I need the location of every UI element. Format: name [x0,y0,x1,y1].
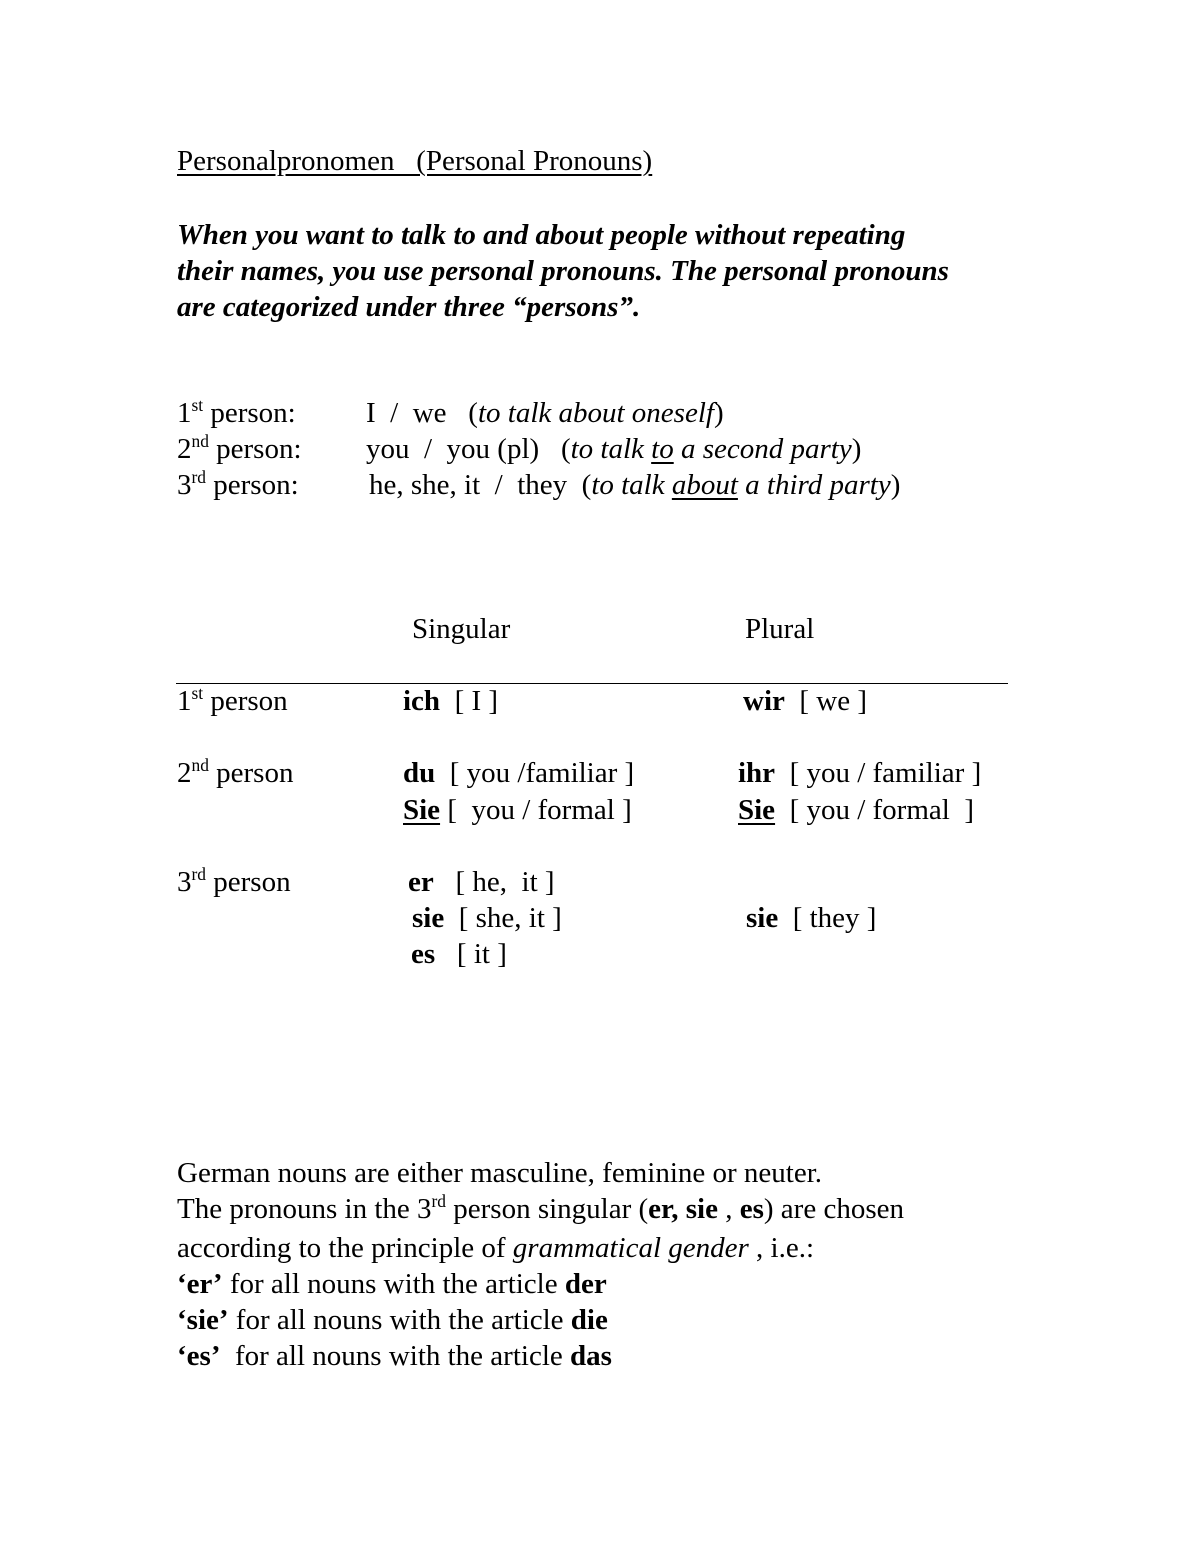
row-label: 3rd person [177,864,291,898]
row-label: 1st person [177,683,288,717]
pronoun-entry: es [ it ] [411,938,507,970]
person-description: he, she, it / they (to talk about a third party) [369,469,901,501]
pronoun-entry: ich [ I ] [403,685,499,717]
gender-explanation [177,1155,1077,1374]
gender-line: according to the principle of grammatical gender , i.e.: [177,1232,815,1264]
gender-line: The pronouns in the 3rd person singular (er, sie , es) are chosen [177,1191,904,1225]
pronoun-entry: Sie [ you / formal ] [738,794,974,826]
intro-line: their names, you use personal pronouns. The personal pronouns [177,255,949,287]
pronoun-entry: du [ you /familiar ] [403,757,635,789]
person-label: 1st person: [177,395,296,429]
pronoun-entry: ihr [ you / familiar ] [738,757,982,789]
intro-paragraph [177,217,1037,325]
page-title: Personalpronomen (Personal Pronouns) [177,145,653,177]
row-label: 2nd person [177,755,294,789]
pronoun-entry: sie [ they ] [746,902,877,934]
gender-rule: ‘sie’ for all nouns with the article die [177,1304,608,1336]
pronoun-entry: Sie [ you / formal ] [403,794,632,826]
intro-line: are categorized under three “persons”. [177,291,641,323]
gender-rule: ‘es’ for all nouns with the article das [177,1340,612,1372]
table-divider [176,683,1008,684]
pronoun-entry: er [ he, it ] [408,866,555,898]
intro-line: When you want to talk to and about people without repeating [177,219,906,251]
column-header-singular: Singular [412,613,511,645]
person-label: 2nd person: [177,431,302,465]
pronoun-entry: sie [ she, it ] [412,902,562,934]
person-label: 3rd person: [177,467,299,501]
pronoun-entry: wir [ we ] [743,685,868,717]
gender-line: German nouns are either masculine, feminine or neuter. [177,1157,823,1189]
column-header-plural: Plural [745,613,815,645]
person-description: I / we (to talk about oneself) [366,397,724,429]
gender-rule: ‘er’ for all nouns with the article der [177,1268,607,1300]
person-description: you / you (pl) (to talk to a second party) [366,433,862,465]
